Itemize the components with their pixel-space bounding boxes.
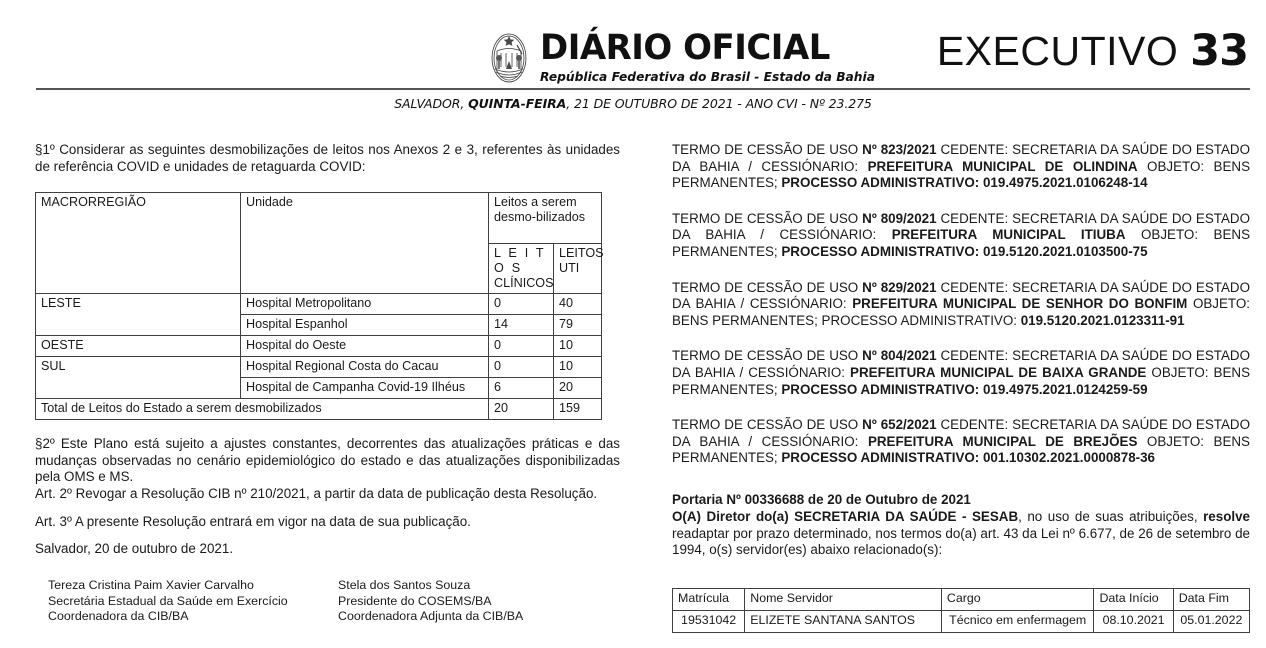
cell-macrorregiao: OESTE [36, 336, 241, 357]
cell-uti: 10 [554, 357, 602, 378]
cell-data-fim: 05.01.2022 [1173, 611, 1249, 633]
header-leitos-uti-l2: UTI [559, 261, 580, 276]
cell-uti: 20 [554, 378, 602, 399]
section-label-block [937, 28, 1248, 74]
paragraph-2: §2º Este Plano está sujeito a ajustes constantes, decorrentes das atualizações práticas e das mudanças observadas no cenário epidemiológico do estado e das atualizações disponibilizadas pela OMS e MS. [35, 436, 620, 485]
termo-cessao-809: TERMO DE CESSÃO DE USO Nº 809/2021 CEDENTE: SECRETARIA DA SAÚDE DO ESTADO DA BAHIA / CESSIÓNARIO: PREFEITURA MUNICIPAL ITIUBA OBJETO: BENS PERMANENTES; PROCESSO ADMINISTRATIVO: 019.5120.2021.0103500-75 [672, 210, 1250, 259]
page-number: 33 [1190, 26, 1248, 76]
dateline-prefix: SALVADOR, [394, 96, 469, 111]
cell-total-uti: 159 [554, 399, 602, 420]
signature-left [48, 578, 338, 625]
header-macrorregiao: MACRORREGIÃO [36, 193, 241, 294]
header-matricula: Matrícula [673, 589, 745, 611]
cell-uti: 79 [554, 315, 602, 336]
paragraph-art2: Art. 2º Revogar a Resolução CIB nº 210/2021, a partir da data de publicação desta Resolução. [35, 485, 598, 501]
table-row [36, 357, 602, 378]
cell-unidade: Hospital Regional Costa do Cacau [241, 357, 489, 378]
table-row [36, 378, 602, 399]
header-data-inicio: Data Início [1094, 589, 1173, 611]
spacer [35, 530, 620, 541]
cell-uti: 40 [554, 294, 602, 315]
dateline [0, 96, 1266, 112]
cell-nome-servidor: ELIZETE SANTANA SANTOS [745, 611, 942, 633]
header-leitos-clinicos-l1: L E I T O S [494, 246, 546, 276]
cell-clinicos: 14 [489, 315, 554, 336]
right-column [672, 142, 1250, 467]
cell-clinicos: 0 [489, 357, 554, 378]
cell-matricula: 19531042 [673, 611, 745, 633]
signatory-name: Stela dos Santos Souza [338, 578, 471, 592]
table-row [36, 294, 602, 315]
termo-cessao-804: TERMO DE CESSÃO DE USO Nº 804/2021 CEDENTE: SECRETARIA DA SAÚDE DO ESTADO DA BAHIA / CESSIÓNARIO: PREFEITURA MUNICIPAL DE BAIXA GRANDE OBJETO: BENS PERMANENTES; PROCESSO ADMINISTRATIVO: 019.4975.2021.0124259-59 [672, 348, 1250, 397]
termo-cessao-652: TERMO DE CESSÃO DE USO Nº 652/2021 CEDENTE: SECRETARIA DA SAÚDE DO ESTADO DA BAHIA / CESSIÓNARIO: PREFEITURA MUNICIPAL DE BREJÕES OBJETO: BENS PERMANENTES; PROCESSO ADMINISTRATIVO: 001.10302.2021.0000878-36 [672, 417, 1250, 466]
header-leitos-clinicos [489, 244, 554, 294]
portaria-block [672, 492, 1250, 559]
header-leitos-uti [554, 244, 602, 294]
header-leitos-uti-l1: LEITOS [559, 246, 604, 261]
cell-total-clinicos: 20 [489, 399, 554, 420]
signatory-name: Tereza Cristina Paim Xavier Carvalho [48, 578, 254, 592]
cell-unidade: Hospital Espanhol [241, 315, 489, 336]
cell-total-label: Total de Leitos do Estado a serem desmobilizados [36, 399, 489, 420]
publication-title: DIÁRIO OFICIAL [540, 28, 830, 68]
table-row [36, 315, 602, 336]
header-cargo: Cargo [941, 589, 1094, 611]
cell-clinicos: 0 [489, 294, 554, 315]
servidor-table-wrap [672, 588, 1250, 633]
signatory-role: Presidente do COSEMS/BA [338, 593, 492, 608]
table-row [36, 336, 602, 357]
cell-data-inicio: 08.10.2021 [1094, 611, 1173, 633]
cell-clinicos: 0 [489, 336, 554, 357]
masthead-titles [540, 28, 875, 85]
termo-cessao-823: TERMO DE CESSÃO DE USO Nº 823/2021 CEDENTE: SECRETARIA DA SAÚDE DO ESTADO DA BAHIA / CESSIÓNARIO: PREFEITURA MUNICIPAL DE OLINDINA OBJETO: BENS PERMANENTES; PROCESSO ADMINISTRATIVO: 019.4975.2021.0106248-14 [672, 142, 1251, 191]
spacer [35, 503, 620, 514]
header-nome-servidor: Nome Servidor [745, 589, 942, 611]
servidor-header-row [673, 589, 1250, 611]
masthead [0, 0, 1266, 111]
portaria-heading-text: Portaria Nº 00336688 de 20 de Outubro de 2021 [672, 492, 971, 507]
cell-cargo: Técnico em enfermagem [941, 611, 1094, 633]
portaria-heading [672, 492, 1250, 509]
cell-macrorregiao [36, 378, 241, 399]
spacer [35, 420, 620, 436]
signature-block [48, 578, 608, 625]
cell-macrorregiao: LESTE [36, 294, 241, 315]
paragraph-1: §1º Considerar as seguintes desmobilizações de leitos nos Anexos 2 e 3, referentes às unidades de referência COVID e unidades de retaguarda COVID: [35, 142, 620, 174]
signatory-extra: Coordenadora da CIB/BA [48, 609, 189, 624]
left-column [35, 142, 620, 558]
cell-macrorregiao: SUL [36, 357, 241, 378]
header-data-fim: Data Fim [1173, 589, 1249, 611]
header-leitos-group: Leitos a serem desmo-bilizados [489, 193, 602, 244]
paragraph-art3: Art. 3º A presente Resolução entrará em vigor na data de sua publicação. [35, 513, 471, 529]
dateline-suffix: , 21 DE OUTUBRO DE 2021 - ANO CVI - Nº 23.275 [566, 96, 872, 111]
publication-subtitle: República Federativa do Brasil - Estado da Bahia [540, 69, 875, 84]
signatory-extra: Coordenadora Adjunta da CIB/BA [338, 609, 524, 624]
table-total-row [36, 399, 602, 420]
table-row [673, 611, 1250, 633]
cell-unidade: Hospital de Campanha Covid-19 Ilhéus [241, 378, 489, 399]
cell-unidade: Hospital do Oeste [241, 336, 489, 357]
section-label: EXECUTIVO [936, 28, 1179, 74]
portaria-body: O(A) Diretor do(a) SECRETARIA DA SAÚDE - SESAB, no uso de suas atribuições, resolve readaptar por prazo determinado, nos termos do(a) art. 43 da Lei nº 6.677, de 26 de setembro de 1994, o(s) servidor(es) abaixo relacionado(s): [672, 508, 1250, 558]
cell-macrorregiao [36, 315, 241, 336]
masthead-divider [36, 88, 1250, 90]
cell-unidade: Hospital Metropolitano [241, 294, 489, 315]
cell-uti: 10 [554, 336, 602, 357]
signatory-role: Secretária Estadual da Saúde em Exercício [48, 593, 288, 608]
cell-clinicos: 6 [489, 378, 554, 399]
brasao-estado-bahia-icon [487, 31, 531, 85]
dateline-weekday: QUINTA-FEIRA [468, 96, 567, 111]
servidor-table [672, 588, 1250, 633]
header-unidade: Unidade [241, 193, 489, 294]
header-leitos-clinicos-l2: CLÍNICOS [494, 276, 554, 291]
termo-cessao-829: TERMO DE CESSÃO DE USO Nº 829/2021 CEDENTE: SECRETARIA DA SAÚDE DO ESTADO DA BAHIA / CESSIÓNARIO: PREFEITURA MUNICIPAL DE SENHOR DO BONFIM OBJETO: BENS PERMANENTES; PROCESSO ADMINISTRATIVO: 019.5120.2021.0123311-91 [672, 279, 1250, 328]
beds-desmobilization-table [35, 192, 602, 420]
table-header-row-top [36, 193, 602, 244]
place-date: Salvador, 20 de outubro de 2021. [35, 541, 234, 557]
signature-right [338, 578, 608, 625]
